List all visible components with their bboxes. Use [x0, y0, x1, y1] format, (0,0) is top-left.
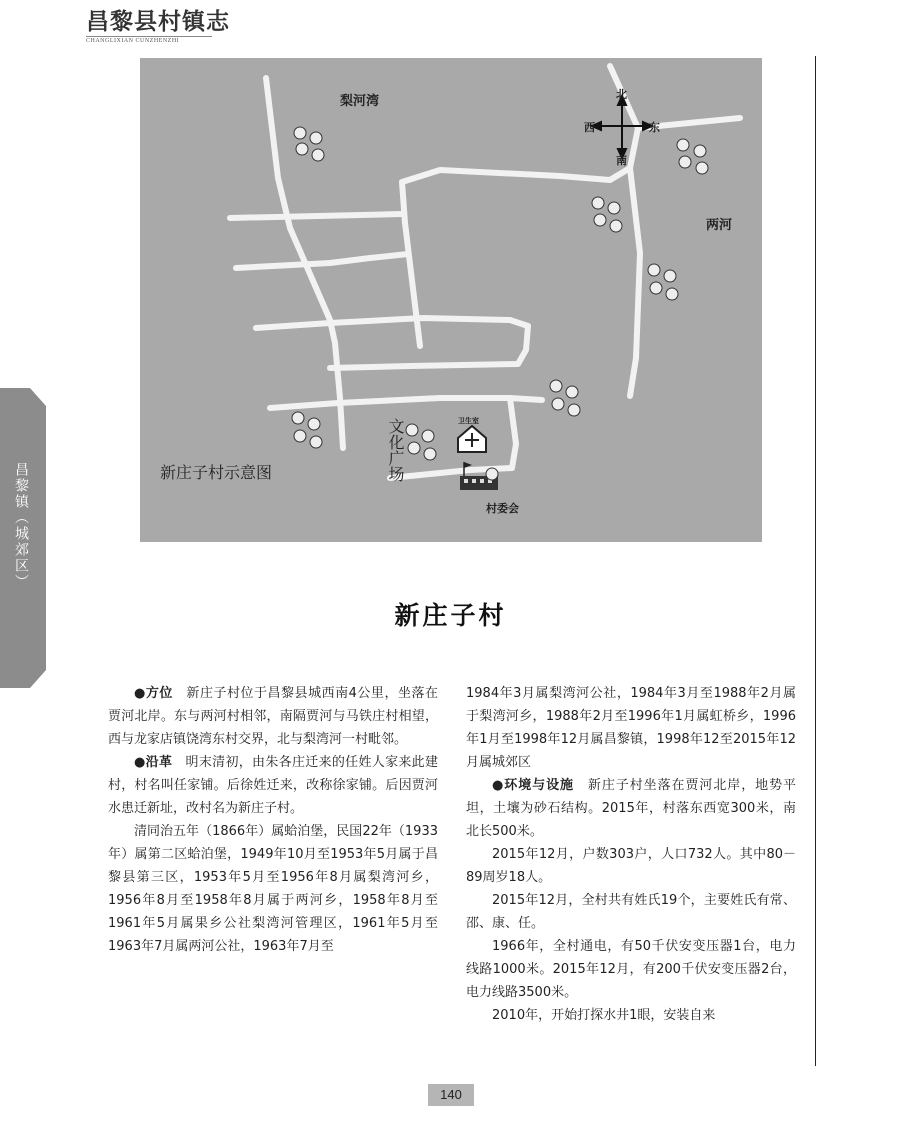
map-label-clinic: 卫生室	[458, 416, 479, 425]
paragraph-history	[108, 751, 438, 820]
book-header	[86, 8, 230, 45]
tree-cluster-icon	[592, 197, 622, 232]
compass-north-label: 北	[616, 88, 627, 101]
compass-icon	[592, 96, 652, 158]
map-label-village-committee: 村委会	[486, 502, 519, 515]
paragraph-location	[108, 682, 438, 751]
right-text-column	[466, 682, 796, 1027]
paragraph-population: 2015年12月，户数303户，人口732人。其中80－89周岁18人。	[466, 847, 796, 885]
paragraph-environment	[466, 774, 796, 843]
compass-west-label: 西	[584, 121, 595, 134]
map-label-lihewan: 梨河湾	[340, 94, 380, 109]
compass-east-label: 东	[649, 121, 660, 134]
term-location: ●方位	[134, 686, 173, 701]
tree-cluster-icon	[406, 424, 436, 460]
left-text-column	[108, 682, 438, 958]
map-label-cultural-square: 文化广场	[386, 418, 405, 482]
page-number: 140	[428, 1084, 474, 1106]
book-title: 昌黎县村镇志	[86, 9, 230, 35]
paragraph-administration: 清同治五年（1866年）属蛤泊堡，民国22年（1933年）属第二区蛤泊堡，1949年10月至1953年5月属于昌黎县第三区，1953年5月至1956年8月属梨湾河乡，1956年8月至1958年8月属于两河乡，1958年8月至1961年5月属果乡公社梨湾河管理区，1961年5月至1963年7月属两河公社，1963年7月至	[108, 824, 438, 954]
clinic-icon	[458, 426, 486, 452]
tree-cluster-icon	[648, 264, 678, 300]
tree-cluster-icon	[294, 127, 324, 161]
paragraph-water: 2010年，开始打探水井1眼，安装自来	[492, 1008, 716, 1023]
map-label-lianghe: 两河	[706, 218, 733, 233]
tree-cluster-icon	[292, 412, 322, 448]
paragraph-text: 新庄子村坐落在贾河北岸，地势平坦，土壤为砂石结构。2015年，村落东西宽300米，南北长500米。	[466, 778, 796, 839]
village-title: 新庄子村	[394, 601, 507, 630]
term-history: ●沿革	[134, 755, 173, 770]
village-map	[140, 58, 762, 542]
book-subtitle: CHANGLIXIAN CUNZHENZHI	[86, 36, 212, 45]
paragraph-electricity: 1966年，全村通电，有50千伏安变压器1台，电力线路1000米。2015年12月，有200千伏安变压器2台，电力线路3500米。	[466, 939, 796, 1000]
tree-cluster-icon	[550, 380, 580, 416]
term-environment: ●环境与设施	[492, 778, 574, 793]
paragraph-text: 新庄子村位于昌黎县城西南4公里，坐落在贾河北岸。东与两河村相邻，南隔贾河与马铁庄村相望，西与龙家店镇饶湾东村交界，北与梨湾河一村毗邻。	[108, 686, 439, 747]
paragraph-administration-cont: 1984年3月属梨湾河公社，1984年3月至1988年2月属于梨湾河乡，1988年2月至1996年1月属虹桥乡，1996年1月至1998年12月属昌黎镇，1998年12至2015年12月属城郊区	[466, 686, 796, 770]
compass-south-label: 南	[616, 154, 627, 167]
paragraph-text: 明末清初，由朱各庄迁来的任姓人家来此建村，村名叫任家铺。后徐姓迁来，改称徐家铺。后因贾河水患迁新址，改村名为新庄子村。	[108, 755, 438, 816]
paragraph-surnames: 2015年12月，全村共有姓氏19个，主要姓氏有常、邵、康、任。	[466, 893, 796, 931]
map-caption: 新庄子村示意图	[160, 463, 273, 482]
right-margin-rule	[815, 56, 816, 1066]
tree-cluster-icon	[677, 139, 708, 174]
side-tab-text: 昌黎镇（城郊区）	[13, 462, 29, 590]
